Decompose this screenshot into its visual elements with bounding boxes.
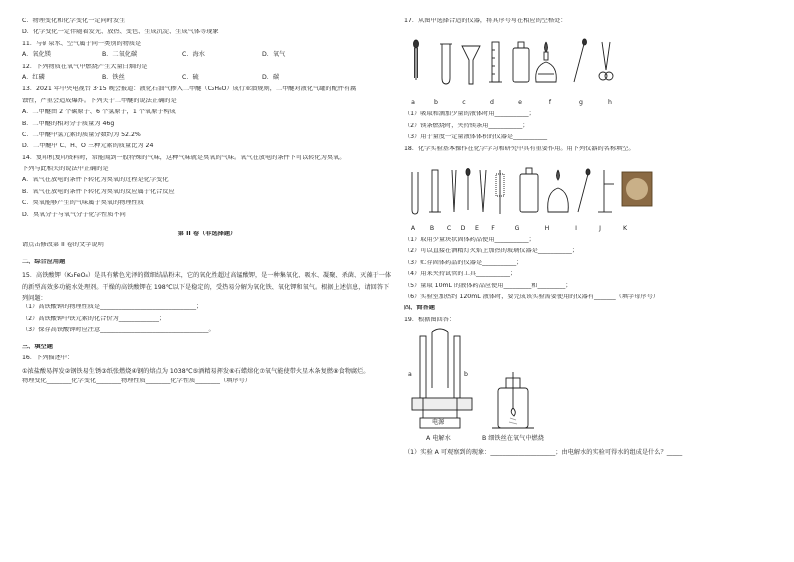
q14-stem-line2: 下列与此相关的说法中正确的是 [22,166,109,173]
alcohol-lamp-icon [536,42,557,82]
figure-a-caption: A 电解水 [426,435,451,443]
q12-option-c: C．硫 [182,73,199,81]
q17-label-b: b [434,99,438,107]
q13-option-c: C．二甲醚中氢元素的质量分数约为 52.2% [22,131,141,138]
q17-label-a: a [411,99,415,107]
q18-sub3: （3）贮存固体药品的仪器是___________； [404,259,523,266]
iron-wire-burning-icon [492,372,534,428]
q17-label-d: d [490,99,494,107]
q17-labels [404,100,776,111]
q18-label-j: J [599,224,601,232]
q13-stem-line2: 蚀性，严重会造成爆炸。下列关于二甲醚的说法正确的是 [22,97,177,104]
funnel-icon [462,46,480,84]
q12-option-b: B．铁丝 [102,73,125,81]
q13-option-a: A．二甲醚由 2 个碳原子、6 个氢原子，1 个氧原子构成 [22,109,176,116]
q11-option-b: B．二氧化碳 [102,51,138,59]
part2-title: 第 II 卷（非选择题） [177,231,237,238]
q18-label-k: K [622,224,628,232]
crucible-tongs-icon [599,42,613,80]
q19-sub1: （1）实验 A 可观察到的现象：_____________________；由电解水的实验可得水的组成是什么？_____ [404,449,683,457]
q13-option-d: D．二甲醚中 C、H、O 三种元素的质量比为 24 [22,143,154,150]
q19-stem: 19．根据图回答： [404,316,456,323]
reagent-bottle-icon [520,168,538,212]
q18-label-b: B [429,224,435,232]
q14-option-d: D．臭氧分子与氧气分子化学性质不同 [22,211,126,218]
q11-option-c: C．海水 [182,51,205,59]
q17-stem: 17．从图中选择合适的仪器，将其序号写在相应的空格处： [404,18,567,24]
graduated-cylinder-icon [489,42,502,82]
q16-stem: 16．下列描述中： [22,354,74,361]
q11-option-d: D．氧气 [262,51,286,59]
q19-figure-image [406,328,566,448]
q18-label-g: G [514,224,520,232]
test-tube-icon [412,172,418,214]
medicine-spoon-icon [578,169,590,212]
test-tube-brush-icon [496,170,504,214]
q14-option-c: C．臭氧能够产生的气味属于臭氧的物理性质 [22,200,144,207]
q11-option-a: A．氧化镁 [22,51,51,59]
q18-label-i: I [575,224,577,232]
q11-options [22,52,392,63]
q15-sub1: （1）高铁酸钾的物理性质是_______________________________； [22,304,203,311]
q18-label-a: A [410,224,416,232]
q14-stem-line1: 14．复印机复印资料时，常能闻到一股特殊的气味，这种气味就是臭氧的气味。氧气在放电的条件下可以转化为臭氧。 [22,154,346,161]
q12-option-a: A．红磷 [22,73,45,81]
q14-option-a: A．氧气在放电的条件下转化为臭氧的过程是化学变化 [22,177,169,184]
section2-heading: 二、综合应用题 [22,258,66,265]
q13-stem-line1: 13．2021 年中央电视台 3·15 晚会报道：液化石油气掺入二甲醚（C₂H₆O）成行业潜规则，二甲醚对液化气罐的配件有腐 [22,86,357,93]
test-tube-icon [440,44,452,84]
q17-sub2: （2）镁条燃烧时，夹持镁条用___________； [404,122,529,129]
dropper-icon [414,40,419,80]
power-supply-label: 电源 [432,419,445,427]
q18-label-e: E [475,224,479,232]
graduated-cylinder-icon [429,170,441,212]
q19-figure [404,328,776,468]
asbestos-net-icon [622,172,652,206]
q17-label-h: h [608,99,612,107]
q12-options [22,75,392,86]
q18-sub5: （5）量取 10mL 的液体药品应使用_________和_________； [404,282,572,289]
q18-sub2: （2）可以直接在酒精灯火焰上加热的玻璃仪器是___________； [404,248,579,255]
q14-option-b: B．氧气在放电的条件下转化为臭氧的反应属于化合反应 [22,188,175,195]
section4-heading: 四、简答题 [404,305,435,312]
q15-sub3: （3）保存高铁酸钾时应注意___________________________________。 [22,327,215,334]
electrode-b-label: b [464,371,468,379]
q17-sub1: （1）吸取和滴加少量的液体时用___________； [404,111,535,118]
electrode-a-label: a [408,371,412,379]
figure-b-caption: B 细铁丝在氧气中燃烧 [482,435,544,443]
q10-option-d: D．化学变化一定伴随着发光、放热、变色、生成沉淀、生成气体等现象 [22,29,219,36]
instrument-row-2-image [406,162,656,224]
left-column [22,18,392,389]
q16-text: ①浓盐酸易挥发②钢铁易生锈③纸张燃烧④钢的熔点为 1038℃⑤酒精易挥发⑥石蜡熔化⑦氧气能使带火星木条复燃⑧食物腐烂。 [22,368,370,376]
dropper-icon [466,168,470,210]
q18-label-d: D [460,224,466,232]
q18-stem: 18．化学实验基本操作在化学学习和研究中具有重要作用。用下列仪器的名称填空。 [404,145,635,152]
q17-label-g: g [579,99,583,107]
q18-sub6: （6）实验室加热约 120mL 液体时，要完成该实验需要使用的仪器有_______（填字母序号） [404,293,659,300]
q18-label-f: F [491,224,495,232]
q17-sub3: （3）用于量度一定量液体体积的仪器是___________ [404,134,548,141]
q17-label-c: c [462,99,466,107]
q10-option-c: C．物理变化和化学变化一定同时发生 [22,18,126,24]
tongs-icon [480,170,486,212]
q17-label-f: f [548,99,552,107]
q12-stem: 12．下列物质在氧气中燃烧产生大量白烟的是 [22,63,148,70]
q18-instruments [406,160,776,224]
q15-sub2: （2）高铁酸钾中铁元素的化合价为_____________； [22,315,166,322]
medicine-spoon-icon [574,39,587,82]
reagent-bottle-icon [513,42,529,82]
q18-sub4: （4）用来夹持试管的工具___________； [404,271,517,278]
q11-stem: 11．与矿泉水、空气属于同一类别的物质是 [22,40,142,47]
instrument-row-1-image [406,34,636,98]
q17-label-e: e [518,99,522,107]
q12-option-d: D．碳 [262,73,280,81]
alcohol-lamp-icon [548,170,569,212]
q16-fill: 物理变化________化学变化________物理性质________化学性质________（填序号） [22,377,251,384]
spacer [22,223,392,231]
q17-instruments [406,32,776,98]
q18-label-h: H [544,224,550,232]
q18-sub1: （1）取用少量块状固体药品使用___________； [404,236,535,243]
q18-labels [404,226,776,237]
test-tube-holder-icon [452,170,456,212]
part2-note: 请点击修改第 II 卷的文字说明 [22,242,104,249]
electrolysis-apparatus-icon [412,329,472,428]
q18-label-c: C [446,224,452,232]
right-column [404,18,776,468]
iron-stand-icon [598,170,614,212]
q15-text: 15．高铁酸钾（K₂FeO₄）是具有紫色光泽的微细结晶粉末，它的氧化性超过高锰酸钾，是一种集氧化、吸水、凝聚、杀菌、灭藻于一体的新型高效多功能水处理剂。干燥的高铁酸钾在 198℃以下是稳定的，受热易分解为氧化铁、氧化钾和氧气。根据上述信息，请回答下列问题： [22,272,392,303]
section3-heading: 三、填空题 [22,343,53,350]
q13-option-b: B．二甲醚的相对分子质量为 46g [22,120,115,127]
